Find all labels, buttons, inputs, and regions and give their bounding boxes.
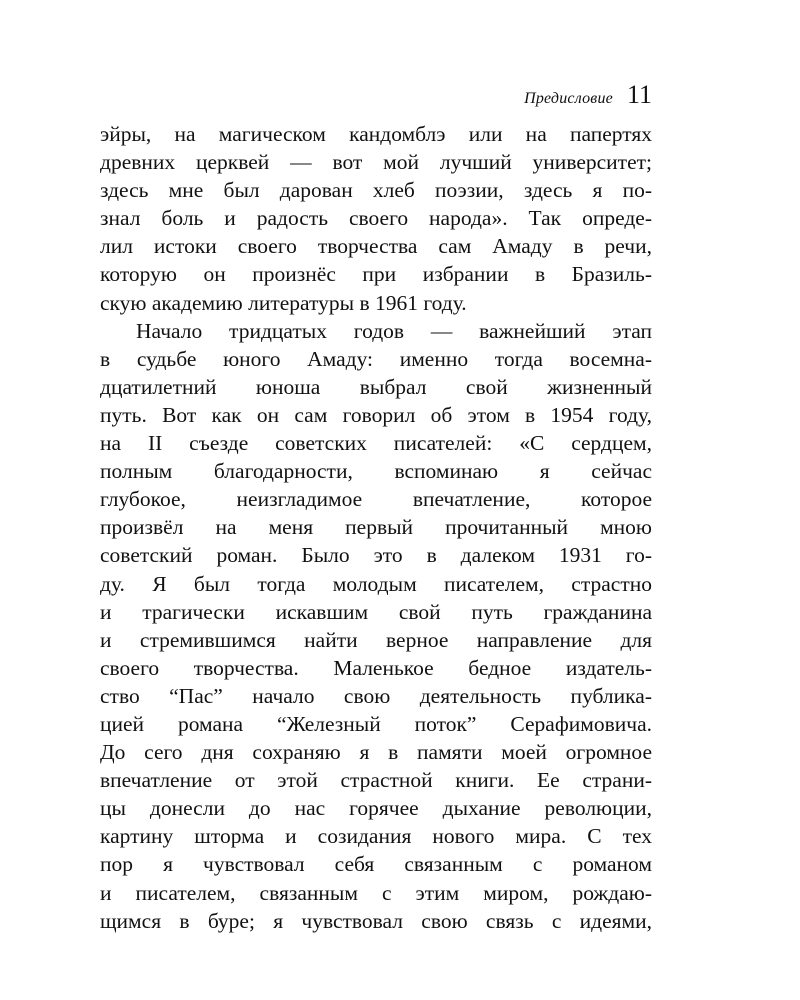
body-text xyxy=(100,120,652,935)
text-line: пор я чувствовал себя связанным с романом xyxy=(100,852,652,877)
text-line: глубокое, неизгладимое впечатление, которое xyxy=(100,487,652,512)
text-line: в судьбе юного Амаду: именно тогда восемна- xyxy=(100,346,652,371)
page-number: 11 xyxy=(626,80,652,109)
text-line: картину шторма и созидания нового мира. С тех xyxy=(100,824,652,849)
text-line: ду. Я был тогда молодым писателем, страстно xyxy=(100,571,652,596)
running-title: Предисловие xyxy=(524,90,613,107)
text-line: советский роман. Было это в далеком 1931 го- xyxy=(100,543,652,568)
text-line: ство “Пас” начало свою деятельность публика- xyxy=(100,683,652,708)
text-line: цы донесли до нас горячее дыхание революции, xyxy=(100,796,652,821)
text-line: и писателем, связанным с этим миром, рождаю- xyxy=(100,880,652,905)
book-page xyxy=(100,0,652,1000)
text-line: здесь мне был дарован хлеб поэзии, здесь я по- xyxy=(100,178,652,203)
text-line: впечатление от этой страстной книги. Ее страни- xyxy=(100,768,652,793)
paragraph-first-line: Начало тридцатых годов — важнейший этап xyxy=(136,318,652,343)
text-line: которую он произнёс при избрании в Бразиль- xyxy=(100,262,652,287)
text-line: знал боль и радость своего народа». Так опреде- xyxy=(100,206,652,231)
running-header xyxy=(524,80,652,110)
text-line: древних церквей — вот мой лучший университет; xyxy=(100,150,652,175)
text-line: путь. Вот как он сам говорил об этом в 1954 году, xyxy=(100,402,652,427)
text-line: на II съезде советских писателей: «С сердцем, xyxy=(100,431,652,456)
text-line: произвёл на меня первый прочитанный мною xyxy=(100,515,652,540)
text-line: дцатилетний юноша выбрал свой жизненный xyxy=(100,374,652,399)
text-line: До сего дня сохраняю я в памяти моей огромное xyxy=(100,740,652,765)
text-line: лил истоки своего творчества сам Амаду в речи, xyxy=(100,234,652,259)
text-line: и трагически искавшим свой путь гражданина xyxy=(100,599,652,624)
text-line: щимся в буре; я чувствовал свою связь с идеями, xyxy=(100,908,652,933)
text-line: цией романа “Железный поток” Серафимовича. xyxy=(100,711,652,736)
text-line: и стремившимся найти верное направление для xyxy=(100,627,652,652)
text-line: своего творчества. Маленькое бедное издатель- xyxy=(100,655,652,680)
text-line: полным благодарности, вспоминаю я сейчас xyxy=(100,459,652,484)
paragraph-end-line: скую академию литературы в 1961 году. xyxy=(100,290,467,315)
text-line: эйры, на магическом кандомблэ или на папертях xyxy=(100,122,652,146)
